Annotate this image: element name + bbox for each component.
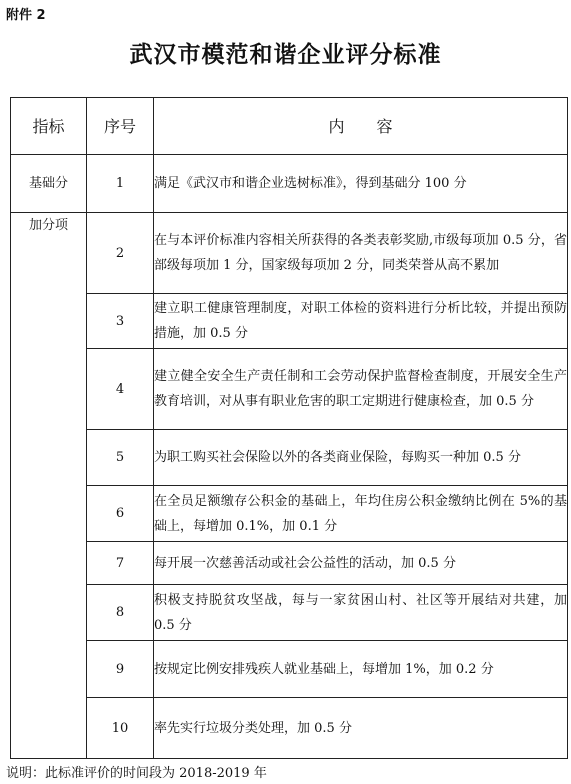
- row-content: 积极支持脱贫攻坚战，每与一家贫困山村、社区等开展结对共建，加 0.5 分: [154, 585, 568, 641]
- row-number: 3: [87, 294, 154, 349]
- scoring-table: [10, 97, 568, 759]
- attachment-label: 附件 2: [6, 8, 46, 23]
- row-content: 在全员足额缴存公积金的基础上，年均住房公积金缴纳比例在 5%的基础上，每增加 0.1%，加 0.1 分: [154, 486, 568, 542]
- table-row: [11, 641, 568, 698]
- header-number: 序号: [87, 98, 154, 155]
- row-content: 建立健全安全生产责任制和工会劳动保护监督检查制度，开展安全生产教育培训，对从事有职业危害的职工定期进行健康检查，加 0.5 分: [154, 349, 568, 430]
- category-bonus: 加分项: [11, 213, 87, 759]
- row-content: 按规定比例安排残疾人就业基础上，每增加 1%，加 0.2 分: [154, 641, 568, 698]
- row-number: 4: [87, 349, 154, 430]
- row-content: 满足《武汉市和谐企业选树标准》，得到基础分 100 分: [154, 155, 568, 213]
- row-number: 9: [87, 641, 154, 698]
- page-title: 武汉市模范和谐企业评分标准: [129, 41, 442, 68]
- row-number: 8: [87, 585, 154, 641]
- row-number: 6: [87, 486, 154, 542]
- row-number: 2: [87, 213, 154, 294]
- row-number: 1: [87, 155, 154, 213]
- table-row: [11, 486, 568, 542]
- header-indicator: 指标: [11, 98, 87, 155]
- table-row: [11, 585, 568, 641]
- table-row: [11, 155, 568, 213]
- table-row: [11, 294, 568, 349]
- category-base: 基础分: [11, 155, 87, 213]
- header-content: 内容: [154, 98, 568, 155]
- footnote: 说明：此标准评价的时间段为 2018-2019 年: [6, 766, 267, 781]
- row-content: 建立职工健康管理制度，对职工体检的资料进行分析比较，并提出预防措施，加 0.5 分: [154, 294, 568, 349]
- row-number: 7: [87, 542, 154, 585]
- table-row: [11, 542, 568, 585]
- row-content: 在与本评价标准内容相关所获得的各类表彰奖励,市级每项加 0.5 分，省部级每项加 1 分，国家级每项加 2 分，同类荣誉从高不累加: [154, 213, 568, 294]
- table-row: [11, 430, 568, 486]
- table-row: [11, 213, 568, 294]
- row-number: 10: [87, 698, 154, 759]
- table-header-row: [11, 98, 568, 155]
- table-row: [11, 698, 568, 759]
- row-content: 每开展一次慈善活动或社会公益性的活动，加 0.5 分: [154, 542, 568, 585]
- table-row: [11, 349, 568, 430]
- row-content: 率先实行垃圾分类处理，加 0.5 分: [154, 698, 568, 759]
- row-content: 为职工购买社会保险以外的各类商业保险，每购买一种加 0.5 分: [154, 430, 568, 486]
- row-number: 5: [87, 430, 154, 486]
